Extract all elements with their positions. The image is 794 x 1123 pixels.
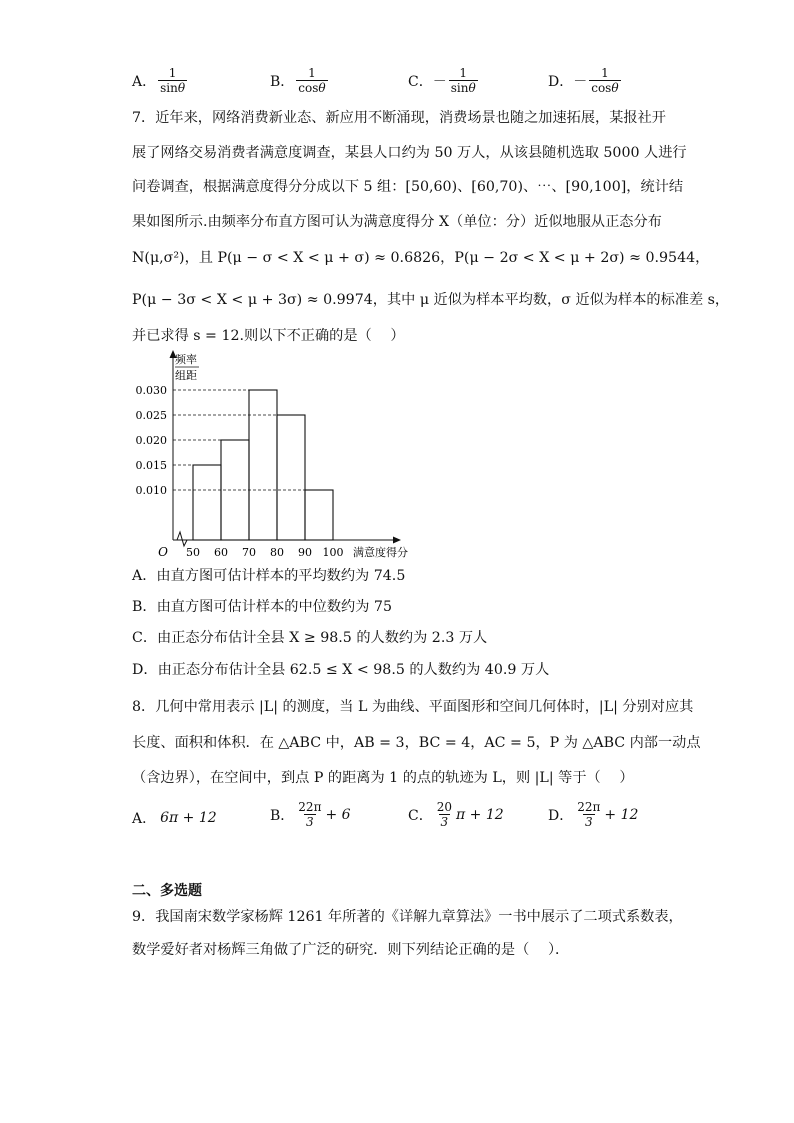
y-axis-label-top: 频率 [175,353,197,366]
q7-line-7: 并已求得 s = 12.则以下不正确的是（ ） [132,328,405,344]
q8-option-c: C． $\frac{20}{3}$ π + 12 [408,800,504,829]
q7-option-b: B．由直方图可估计样本的中位数约为 75 [132,599,392,615]
q7-line-4: 果如图所示.由频率分布直方图可认为满意度得分 X（单位：分）近似地服从正态分布 [132,214,662,230]
q9-line-1: 9．我国南宋数学家杨辉 1261 年所著的《详解九章算法》一书中展示了二项式系数表， [132,909,683,925]
y-tick-label: 0.025 [135,409,167,422]
x-axis-label: 满意度得分 [353,546,408,559]
q7-option-a: A．由直方图可估计样本的平均数约为 74.5 [132,568,406,584]
x-tick-label: 80 [270,546,284,559]
origin-label: O [158,545,168,559]
q8-option-d: D． $\frac{22\pi}{3}$ + 12 [548,800,639,829]
x-tick-label: 90 [298,546,312,559]
y-tick-label: 0.020 [135,434,167,447]
q9-line-2: 数学爱好者对杨辉三角做了广泛的研究．则下列结论正确的是（ ）． [132,942,570,958]
x-axis-arrow [393,537,401,544]
y-tick-label: 0.010 [135,484,167,497]
q8-option-b: B． $\frac{22\pi}{3}$ + 6 [270,800,351,829]
q8-line-1: 8．几何中常用表示 |L| 的测度，当 L 为曲线、平面图形和空间几何体时，|L| 分别对应其 [132,699,694,715]
y-tick-label: 0.015 [135,459,167,472]
y-tick-label: 0.030 [135,384,167,397]
x-tick-label: 50 [186,546,200,559]
q7-line-5: N(μ,σ²)，且 P(μ − σ < X < μ + σ) ≈ 0.6826，P(μ − 2σ < X < μ + 2σ) ≈ 0.9544， [132,250,710,266]
q6-option-b: B． $\frac{1}{\cos\theta}$ [270,66,326,95]
q7-line-2: 展了网络交易消费者满意度调查，某县人口约为 50 万人，从该县随机选取 5000 人进行 [132,145,687,161]
q7-option-d: D．由正态分布估计全县 62.5 ≤ X < 98.5 的人数约为 40.9 万人 [132,662,550,678]
q8-option-a: A． 6π + 12 [132,810,217,827]
histogram-bar [249,390,277,540]
q6-option-d: D． － $\frac{1}{\cos\theta}$ [548,66,619,95]
x-tick-label: 100 [322,546,344,559]
y-axis-label-bottom: 组距 [175,369,197,382]
q7-option-c: C．由正态分布估计全县 X ≥ 98.5 的人数约为 2.3 万人 [132,630,488,646]
q7-line-6: P(μ − 3σ < X < μ + 3σ) ≈ 0.9974，其中 μ 近似为样本平均数，σ 近似为样本的标准差 s， [132,292,730,308]
x-tick-label: 60 [214,546,228,559]
q8-line-3: （含边界），在空间中，到点 P 的距离为 1 的点的轨迹为 L，则 |L| 等于（ ） [132,770,634,786]
histogram-bar [277,415,305,540]
frequency-histogram [125,350,435,560]
axis-break-mark [177,532,187,546]
q7-line-1: 7．近年来，网络消费新业态、新应用不断涌现，消费场景也随之加速拓展，某报社开 [132,110,666,126]
histogram-bar [193,465,221,540]
histogram-bar [305,490,333,540]
q6-option-a: A． $\frac{1}{\sin\theta}$ [132,66,186,95]
x-tick-label: 70 [242,546,256,559]
q8-line-2: 长度、面积和体积．在 △ABC 中，AB = 3，BC = 4，AC = 5，P 为 △ABC 内部一动点 [132,735,701,751]
q7-line-3: 问卷调查，根据满意度得分分成以下 5 组：[50,60)、[60,70)、⋯、[90,100]，统计结 [132,179,684,195]
section-heading-multi-choice: 二、多选题 [132,883,202,899]
q6-option-c: C． － $\frac{1}{\sin\theta}$ [408,66,476,95]
